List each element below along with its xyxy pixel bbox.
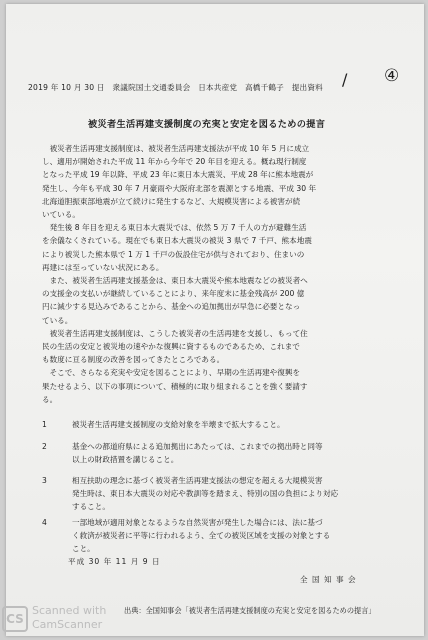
item-text: 以上の財政措置を講じること。 [72,455,179,465]
body-line: を余儀なくされている。現在でも東日本大震災の被災 3 県で 7 千戸、熊本地震 [42,236,312,246]
body-line: そこで、さらなる充実や安定を図ることにより、早期の生活再建や復興を [42,368,301,378]
body-line: 被災者生活再建支援制度は、こうした被災者の生活再建を支援し、もって住 [42,328,308,338]
request-item-2 [42,440,394,466]
item-text: く救済が被災者に平等に行われるよう、全ての被災区域を支援の対象とする [72,531,331,541]
body-line: 果たせるよう、以下の事項について、積極的に取り組まれることを強く要請す [42,381,308,391]
item-number: 1 [42,420,47,429]
request-item-3 [42,474,394,514]
body-line: も数度に亘る制度の改善を図ってきたところである。 [42,355,225,365]
item-text: すること。 [72,502,110,512]
submission-header: 2019 年 10 月 30 日 衆議院国土交通委員会 日本共産党 高橋千鶴子 提出資料 [28,83,323,92]
body-line: 円に減少する見込みであることから、基金への追加拠出が早急に必要となっ [42,302,301,312]
item-number: 4 [42,518,47,527]
body-line: ている。 [42,315,73,325]
item-text: 発生時は、東日本大震災の対応や教訓等を踏まえ、特別の国の負担により対応 [72,489,339,499]
item-text: 被災者生活再建支援制度の支給対象を半壊まで拡大すること。 [72,420,285,429]
request-item-1 [42,418,394,431]
body-line: また、被災者生活再建支援基金は、東日本大震災や熊本地震などの被災者へ [42,276,308,286]
body-line: により被災した熊本県で 1 万 1 千戸の仮設住宅が供与されており、住まいの [42,249,305,259]
body-line: 発生し、今年も平成 30 年 7 月豪雨や大阪府北部を震源とする地震、平成 30 年 [42,183,317,193]
item-text: 基金への都道府県による追加拠出にあたっては、これまでの拠出時と同等 [72,442,323,451]
watermark-line-1: Scanned with [32,604,107,617]
body-line: 民の生活の安定と被災地の速やかな復興に資するものであるため、これまで [42,342,300,352]
body-line: 被災者生活再建支援制度は、被災者生活再建支援法が平成 10 年 5 月に成立 [42,144,310,153]
handwritten-mark: / [342,70,348,89]
document-author: 全 国 知 事 会 [300,575,357,584]
document-date: 平成 30 年 11 月 9 日 [68,557,161,566]
item-number: 3 [42,476,47,485]
body-line: 北海道胆振東部地震が立て続けに発生するなど、大規模災害による被害が続 [42,196,301,206]
camscanner-logo-icon: CS [2,606,28,632]
item-text: こと。 [72,544,95,554]
item-number: 2 [42,442,47,451]
body-paragraphs [42,142,394,406]
item-text: 相互扶助の理念に基づく被災者生活再建支援法の想定を超える大規模災害 [72,476,323,485]
body-line: 再建には至っていない状況にある。 [42,262,164,272]
body-line: 発生後 8 年目を迎える東日本大震災では、依然 5 万 7 千人の方が避難生活 [42,223,307,233]
watermark-line-2: CamScanner [32,618,103,631]
source-citation: 出典：全国知事会「被災者生活再建支援制度の充実と安定を図るための提言」 [124,606,376,615]
body-line: の支援金の支払いが継続していることにより、来年度末に基金残高が 200 億 [42,289,305,299]
item-text: 一部地域が適用対象となるような自然災害が発生した場合には、法に基づ [72,518,323,527]
body-line: し、適用が開始された平成 11 年から今年で 20 年目を迎える。概ね現行制度 [42,157,307,167]
request-item-4 [42,516,394,556]
page-number: ④ [384,66,400,86]
body-line: いている。 [42,210,80,220]
body-line: る。 [42,394,58,404]
body-line: となった平成 19 年以降、平成 23 年に東日本大震災、平成 28 年に熊本地震が [42,170,314,180]
scanner-watermark [2,598,142,638]
document-title: 被災者生活再建支援制度の充実と安定を図るための提言 [88,119,326,130]
document-page [6,4,424,636]
